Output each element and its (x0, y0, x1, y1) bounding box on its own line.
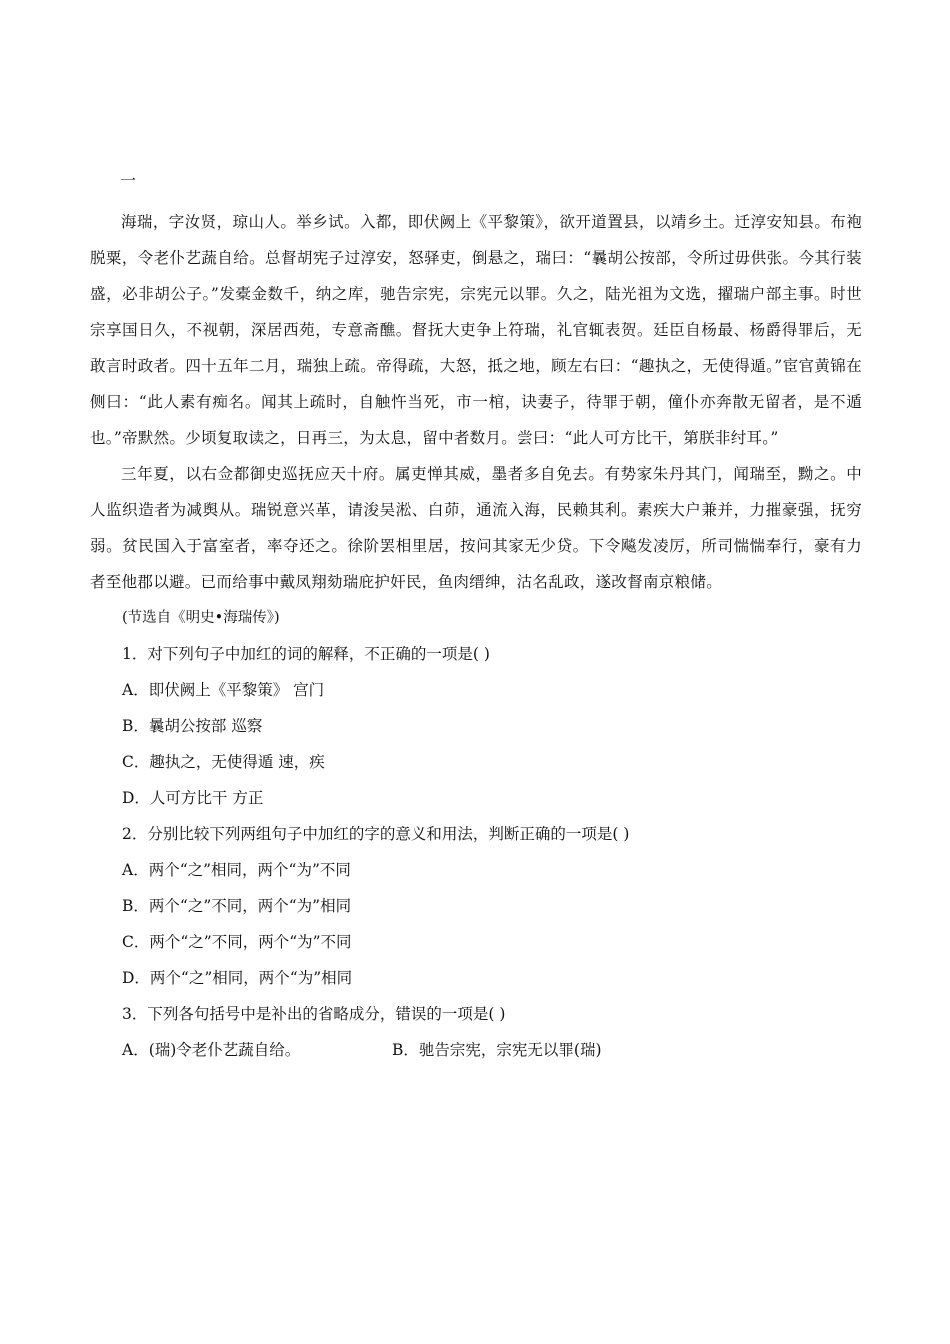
document-body (90, 168, 862, 1068)
option-a: A．(瑞)令老仆艺蔬自给。 (122, 1041, 301, 1059)
question-list (90, 636, 862, 1068)
question-1 (90, 636, 862, 816)
option-d: D．两个“之”相同，两个“为”相同 (122, 969, 353, 987)
paragraph-1: 海瑞，字汝贤，琼山人。举乡试。入都，即伏阙上《平黎策》，欲开道置县，以靖乡土。迁淳安知县。布袍脱粟，令老仆艺蔬自给。总督胡宪子过淳安，怒驿吏，倒悬之，瑞曰：“曩胡公按部，令所过毋供张。今其行装盛，必非胡公子。”发橐金数千，纳之库，驰告宗宪，宗宪元以罪。久之，陆光祖为文选，擢瑞户部主事。时世宗享国日久，不视朝，深居西苑，专意斋醮。督抚大吏争上符瑞，礼官辄表贺。廷臣自杨最、杨爵得罪后，无敢言时政者。四十五年二月，瑞独上疏。帝得疏，大怒，抵之地，顾左右曰：“趣执之，无使得遁。”宦官黄锦在侧曰：“此人素有痴名。闻其上疏时，自触忤当死，市一棺，诀妻子，待罪于朝，僮仆亦奔散无留者，是不遁也。”帝默然。少顷复取读之，日再三，为太息，留中者数月。尝曰：“此人可方比干，第朕非纣耳。” (90, 213, 862, 447)
option-d: D．人可方比干 方正 (122, 789, 264, 807)
option-a: A．两个“之”相同，两个“为”不同 (122, 861, 351, 879)
question-stem: 3．下列各句括号中是补出的省略成分，错误的一项是( ) (122, 1005, 506, 1023)
question-2 (90, 816, 862, 996)
option-c: C．趣执之，无使得遁 速，疾 (122, 753, 325, 771)
option-c: C．两个“之”不同，两个“为”不同 (122, 933, 352, 951)
option-b: B．两个“之”不同，两个“为”相同 (122, 897, 352, 915)
option-b: B．曩胡公按部 巡察 (122, 717, 263, 735)
question-stem: 2．分别比较下列两组句子中加红的字的意义和用法，判断正确的一项是( ) (122, 825, 630, 843)
section-heading: 一 (120, 171, 137, 190)
paragraph-2: 三年夏，以右佥都御史巡抚应天十府。属吏惮其威，墨者多自免去。有势家朱丹其门，闻瑞至，黝之。中人监织造者为减舆从。瑞锐意兴革，请浚吴淞、白茆，通流入海，民赖其利。素疾大户兼并，力摧豪强，抚穷弱。贫民国入于富室者，率夺还之。徐阶罢相里居，按问其家无少贷。下令飚发凌厉，所司惴惴奉行，豪有力者至他郡以避。已而给事中戴凤翔劾瑞庇护奸民，鱼肉缙绅，沽名乱政，遂改督南京粮储。 (90, 465, 862, 591)
option-a: A．即伏阙上《平黎策》 宫门 (122, 681, 325, 699)
option-b: B．驰告宗宪，宗宪无以罪(瑞) (392, 1041, 602, 1059)
question-3 (90, 996, 862, 1068)
source-citation: (节选自《明史•海瑞传》) (122, 610, 280, 626)
question-stem: 1．对下列句子中加红的词的解释，不正确的一项是( ) (122, 645, 490, 663)
option-row (122, 1032, 862, 1068)
